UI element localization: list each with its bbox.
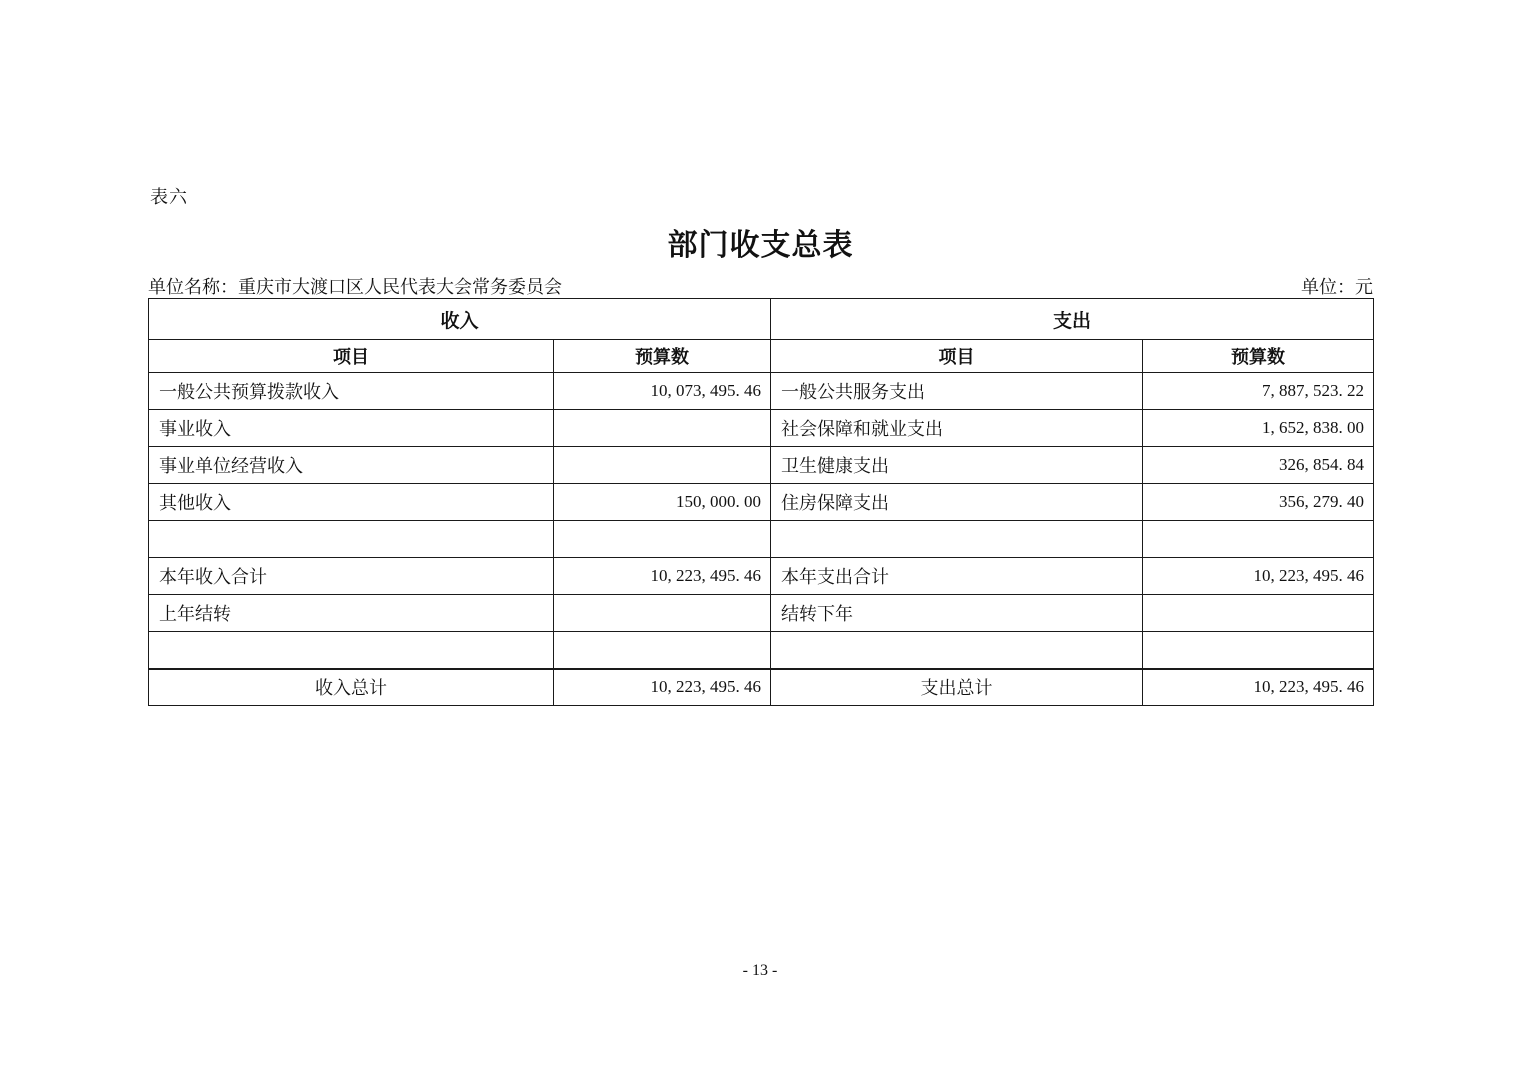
income-item-cell: 一般公共预算拨款收入 (149, 373, 554, 410)
expense-item-cell: 社会保障和就业支出 (771, 410, 1143, 447)
expense-item-cell (771, 521, 1143, 558)
expense-value-cell: 7, 887, 523. 22 (1143, 373, 1374, 410)
expense-value-cell (1143, 595, 1374, 632)
income-value-cell (554, 595, 771, 632)
income-item-column-header: 项目 (149, 340, 554, 373)
page-title: 部门收支总表 (667, 229, 854, 262)
page-number: - 13 - (742, 962, 778, 979)
table-row (149, 484, 1374, 521)
table-row (149, 373, 1374, 410)
income-value-cell (554, 632, 771, 669)
table-row (149, 410, 1374, 447)
income-item-cell: 其他收入 (149, 484, 554, 521)
expense-section-header: 支出 (771, 299, 1374, 340)
expense-item-cell: 卫生健康支出 (771, 447, 1143, 484)
income-value-cell (554, 410, 771, 447)
income-value-cell (554, 447, 771, 484)
income-value-cell: 10, 223, 495. 46 (554, 558, 771, 595)
income-item-cell: 事业收入 (149, 410, 554, 447)
table-row-empty (149, 521, 1374, 558)
table-row-grand-total (149, 669, 1374, 706)
expense-item-cell (771, 632, 1143, 669)
currency-unit-label: 单位：元 (1301, 277, 1373, 297)
budget-summary-table (148, 298, 1374, 706)
income-item-cell: 本年收入合计 (149, 558, 554, 595)
expense-item-column-header: 项目 (771, 340, 1143, 373)
income-total-value-cell: 10, 223, 495. 46 (554, 669, 771, 706)
table-row-empty (149, 632, 1374, 669)
expense-total-value-cell: 10, 223, 495. 46 (1143, 669, 1374, 706)
expense-value-cell: 10, 223, 495. 46 (1143, 558, 1374, 595)
table-row (149, 595, 1374, 632)
expense-item-cell: 住房保障支出 (771, 484, 1143, 521)
income-value-cell: 10, 073, 495. 46 (554, 373, 771, 410)
income-item-cell: 上年结转 (149, 595, 554, 632)
table-meta-row (148, 273, 1373, 299)
expense-value-cell: 356, 279. 40 (1143, 484, 1374, 521)
expense-value-cell (1143, 632, 1374, 669)
income-section-header: 收入 (149, 299, 771, 340)
income-item-cell (149, 632, 554, 669)
income-total-label-cell: 收入总计 (149, 669, 554, 706)
expense-value-cell: 1, 652, 838. 00 (1143, 410, 1374, 447)
expense-value-cell (1143, 521, 1374, 558)
expense-value-cell: 326, 854. 84 (1143, 447, 1374, 484)
table-row (149, 447, 1374, 484)
income-budget-column-header: 预算数 (554, 340, 771, 373)
section-header-row (149, 299, 1374, 340)
expense-item-cell: 一般公共服务支出 (771, 373, 1143, 410)
unit-name-label: 单位名称：重庆市大渡口区人民代表大会常务委员会 (148, 277, 562, 297)
income-value-cell (554, 521, 771, 558)
expense-item-cell: 本年支出合计 (771, 558, 1143, 595)
table-number-label: 表六 (150, 187, 188, 207)
table-row-subtotal (149, 558, 1374, 595)
income-value-cell: 150, 000. 00 (554, 484, 771, 521)
income-item-cell (149, 521, 554, 558)
column-header-row (149, 340, 1374, 373)
expense-budget-column-header: 预算数 (1143, 340, 1374, 373)
income-item-cell: 事业单位经营收入 (149, 447, 554, 484)
expense-item-cell: 结转下年 (771, 595, 1143, 632)
expense-total-label-cell: 支出总计 (771, 669, 1143, 706)
